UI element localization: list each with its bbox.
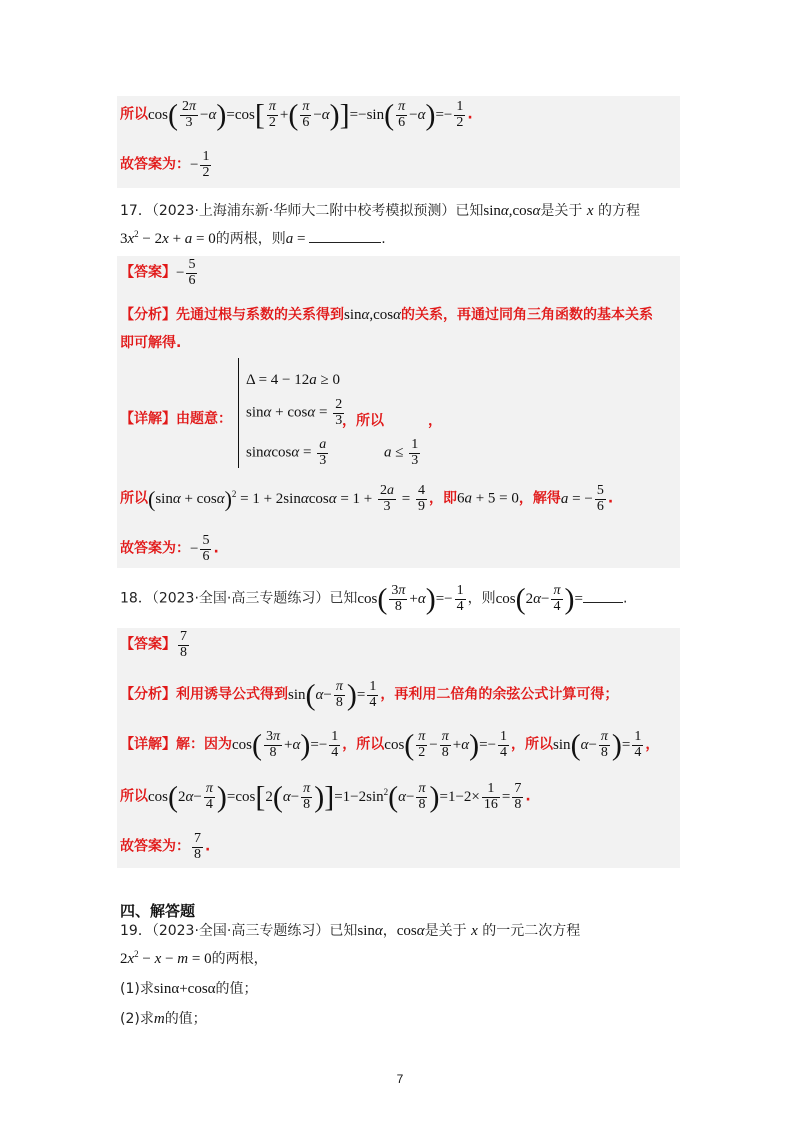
q17-so-text: ，所以 <box>342 413 384 429</box>
q19-part2-var: m <box>153 1011 165 1027</box>
q18-analysis-text-2: ，再利用二倍角的余弦公式计算可得； <box>380 686 619 703</box>
q17-jiede-text: ，解得 <box>518 490 561 507</box>
q19-source: （2023·全国·高三专题练习）已知 <box>151 923 358 939</box>
q17-analysis-text-3: 即可解得. <box>120 335 182 351</box>
q18-so-line: 所以cos(2α− $\frac{\pi}{4}$ )=cos[2(α− $\frac{\pi}{8}$ )]$=1-2\sin^2(\alpha-$ $\frac{\pi}{8}$ )=1−2× $\frac{1}{16}$ = $\frac{7}{8}$ . <box>120 780 531 814</box>
q18-analysis-text-1: 利用诱导公式得到 <box>176 686 288 703</box>
q17-detail-tag: 【详解】 <box>120 411 176 427</box>
q18-analysis-line: 【分析】利用诱导公式得到sin(α− $\frac{\pi}{8}$ )= $\frac{1}{4}$ ，再利用二倍角的余弦公式计算可得； <box>120 678 619 712</box>
q16-so-label: 所以 <box>120 106 148 123</box>
q17-system-eq3: sinαcosα = $\frac{a}{3}$ <box>246 437 327 468</box>
q18-detail-text: 解：因为 <box>176 736 232 753</box>
q19-var-x: x <box>471 923 478 939</box>
q17-number: 17． <box>120 203 152 219</box>
q18-detail-tag: 【详解】 <box>120 736 176 753</box>
q18-answer-label: 故答案为： <box>120 838 190 855</box>
q19-part2 <box>120 1008 207 1028</box>
q16-so-line: 所以cos( $\frac{2\pi}{3}$ −α)=cos[ $\frac{\pi}{2}$ +( $\frac{\pi}{6}$ −α)]=−sin( $\frac{\pi}{6}$ −α)=− $\frac{1}{2}$ . <box>120 98 473 132</box>
q18-so-text-1: ，所以 <box>342 736 385 753</box>
q16-answer-label: 故答案为： <box>120 156 190 173</box>
q17-detail-line <box>120 408 232 428</box>
q17-a-bound: a ≤ $\frac{1}{3}$ <box>384 437 419 468</box>
q17-answer-blank <box>309 242 381 243</box>
q17-source: （2023·上海浦东新·华师大二附中校考模拟预测）已知 <box>151 203 484 219</box>
q19-part1-tail: 的值； <box>215 981 258 997</box>
q18-so-label: 所以 <box>120 788 148 805</box>
q17-mid-text: 是关于 <box>540 203 583 219</box>
q17-answer-tag: 【答案】 <box>120 264 176 281</box>
q17-so-label: 所以 <box>120 490 148 507</box>
q19-mid-text: 是关于 <box>424 923 467 939</box>
q17-analysis-text-1: 先通过根与系数的关系得到 <box>176 307 344 323</box>
q18-number: 18． <box>120 590 152 607</box>
q17-answer-label: 故答案为： <box>120 540 190 557</box>
q19-part2-tail: 的值； <box>164 1011 207 1027</box>
q17-tail-text: 的方程 <box>597 203 640 219</box>
q18-source: （2023·全国·高三专题练习）已知 <box>151 590 358 607</box>
q17-line2-text: 的两根，则 <box>215 231 286 247</box>
q17-analysis-tag: 【分析】 <box>120 307 176 323</box>
q16-answer-line: 故答案为：− $\frac{1}{2}$ <box>120 149 210 180</box>
q17-question-line2: $3x^2 - 2x + a = 0$的两根，则a = . <box>120 229 386 247</box>
section4-heading: 四、解答题 <box>120 902 196 920</box>
q18-analysis-tag: 【分析】 <box>120 686 176 703</box>
q17-final-line: 故答案为：− $\frac{5}{6}$ . <box>120 533 219 564</box>
q17-detail-text: 由题意： <box>176 411 232 427</box>
q17-system-eq1: Δ = 4 − 12a ≥ 0 <box>246 372 340 388</box>
q18-then-text: ，则 <box>467 590 496 607</box>
q18-answer-blank <box>583 602 623 603</box>
q17-system-eq2: sinα + cosα = $\frac{2}{3}$ <box>246 397 343 428</box>
q19-question-line1: 19．（2023·全国·高三专题练习）已知sinα，cosα是关于 x 的一元二次方程 <box>120 923 581 939</box>
page-number: 7 <box>396 1072 404 1086</box>
q18-question-line: 18．（2023·全国·高三专题练习）已知cos( $\frac{3\pi}{8}$ +α)=− $\frac{1}{4}$ ，则cos(2α− $\frac{\pi}{4}$ )= . <box>120 582 628 616</box>
q18-final-line: 故答案为： $\frac{7}{8}$ . <box>120 831 211 862</box>
q18-detail-line: 【详解】解：因为cos( $\frac{3\pi}{8}$ +α)=− $\frac{1}{4}$ ，所以cos( $\frac{\pi}{2}$ − $\frac{\pi}{8}$ +α)=− $\frac{1}{4}$ ，所以sin(α− $\frac{\pi}{8}$ )= $\frac{1}{4}$ ， <box>120 728 660 762</box>
q18-answer-line: 【答案】 $\frac{7}{8}$ <box>120 629 187 660</box>
q19-part1: (1)求sinα+cosα的值； <box>120 981 258 997</box>
q17-so-line: 所以$(\sin\alpha + \cos\alpha)^2 = 1 + 2\sin\alpha\cos\alpha = 1$ + $\frac{2a}{3}$ = $\frac{4}{9}$ ，即6a + 5 = 0，解得a = − $\frac{5}{6}$ . <box>120 483 614 514</box>
q17-var-x: x <box>586 203 594 219</box>
q17-question-line1: 17．（2023·上海浦东新·华师大二附中校考模拟预测）已知sinα,cosα是关于 x 的方程 <box>120 203 640 219</box>
q19-tail-text: 的一元二次方程 <box>482 923 581 939</box>
q19-line2-text: 的两根， <box>211 951 268 967</box>
q19-number: 19． <box>120 923 152 939</box>
q17-analysis-line1: 【分析】先通过根与系数的关系得到sinα,cosα的关系，再通过同角三角函数的基本关系 <box>120 307 654 323</box>
q17-analysis-text-2: 的关系，再通过同角三角函数的基本关系 <box>401 307 654 323</box>
q17-system-brace <box>238 358 239 468</box>
q17-analysis-line2 <box>120 332 181 352</box>
q19-part1-label: (1)求 <box>120 981 154 997</box>
q19-question-line2: $2x^2 - x - m = 0$的两根， <box>120 949 268 967</box>
q17-comma: ， <box>428 413 442 429</box>
q19-part2-label: (2)求 <box>120 1011 154 1027</box>
q17-ji-text: ，即 <box>428 490 457 507</box>
q17-answer-line: 【答案】− $\frac{5}{6}$ <box>120 257 196 288</box>
q18-so-text-2: ，所以 <box>511 736 554 753</box>
q18-answer-tag: 【答案】 <box>120 636 176 653</box>
